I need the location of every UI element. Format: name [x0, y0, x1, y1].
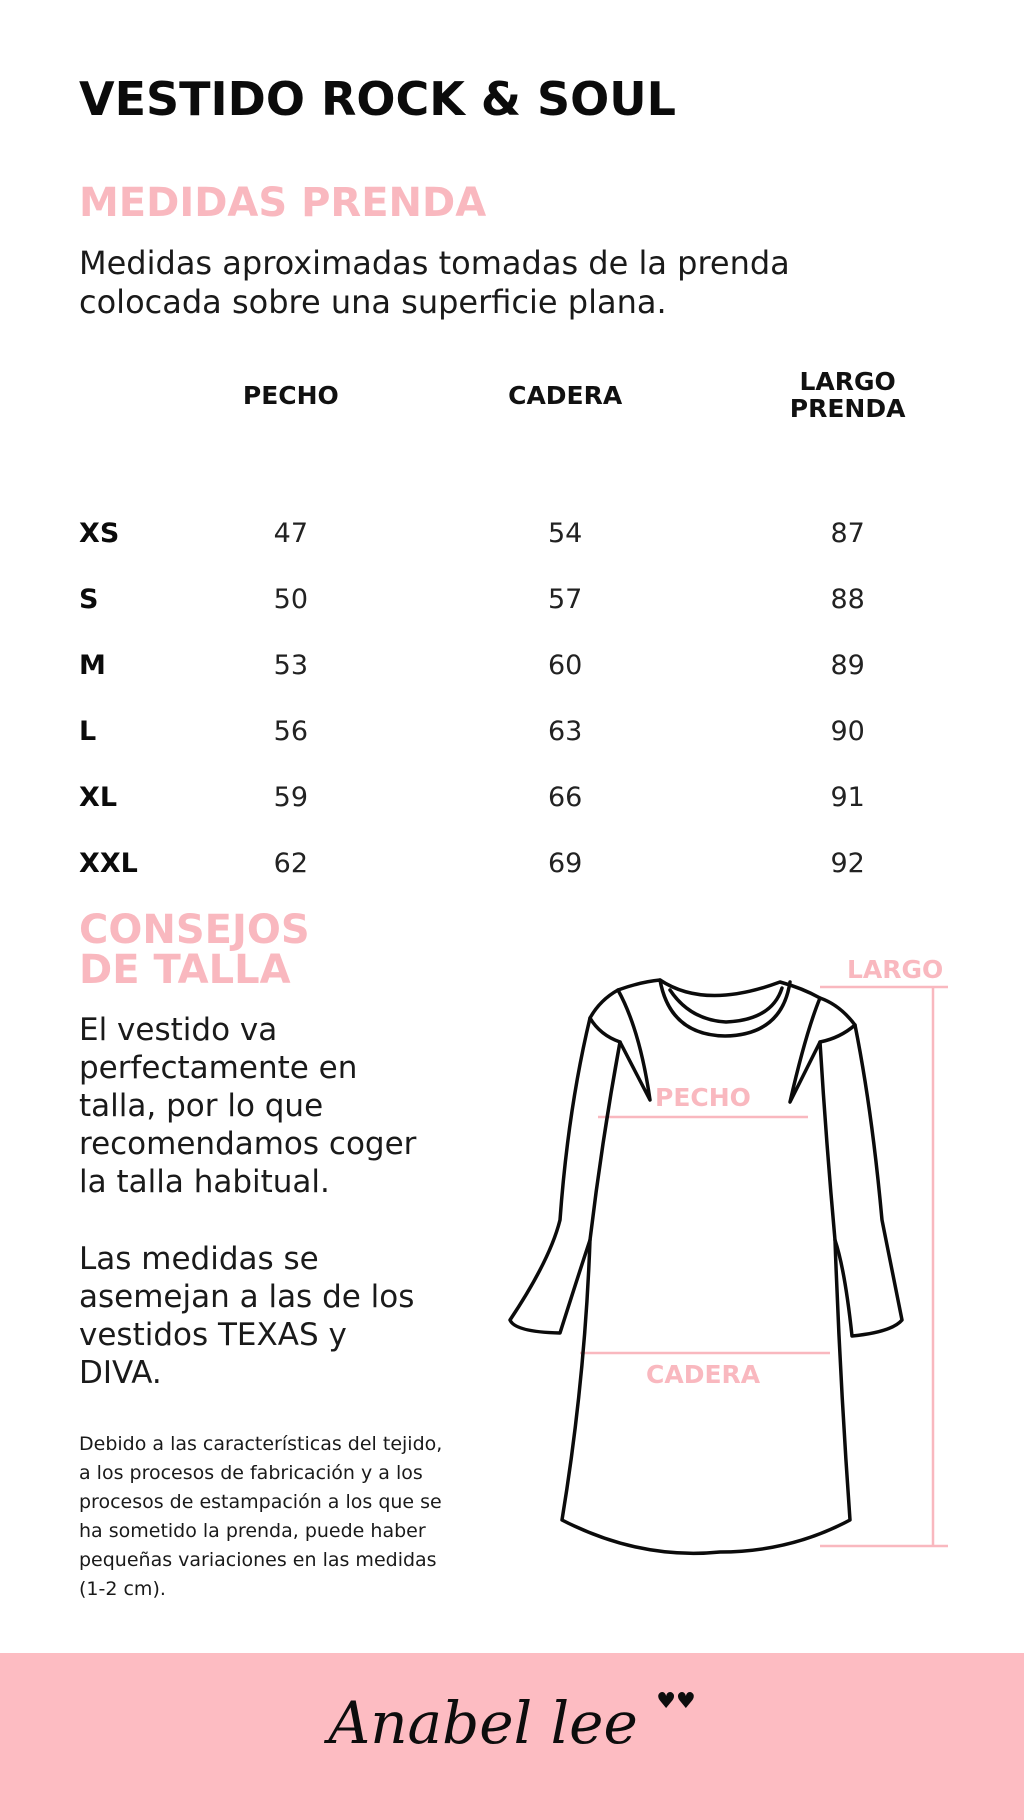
table-row: [79, 500, 959, 566]
size-table: [79, 360, 959, 896]
hip-cell: 60: [547, 649, 583, 681]
right-sleeve: [835, 1025, 902, 1336]
hip-cell: 69: [547, 847, 583, 879]
header-length-line-2: PRENDA: [789, 394, 906, 423]
intro-line-2: colocada sobre una superficie plana.: [79, 283, 667, 321]
hip-cell: 57: [547, 583, 583, 615]
hip-cell: 54: [547, 517, 583, 549]
hearts-icon: ♥♥: [656, 1689, 696, 1714]
size-cell: XS: [79, 517, 120, 549]
table-row: [79, 764, 959, 830]
length-cell: 87: [830, 517, 865, 549]
size-cell: XXL: [79, 847, 138, 879]
intro-line-1: Medidas aproximadas tomadas de la prenda: [79, 244, 790, 282]
advice-paragraph-2: Las medidas se asemejan a las de los vestidos TEXAS y DIVA.: [79, 1241, 415, 1391]
label-hip: CADERA: [646, 1360, 761, 1389]
dress-illustration: [490, 940, 960, 1560]
chest-cell: 59: [273, 781, 309, 813]
length-cell: 90: [830, 715, 865, 747]
advice-heading: [79, 907, 310, 993]
length-cell: 91: [830, 781, 865, 813]
length-cell: 92: [830, 847, 865, 879]
size-cell: S: [79, 583, 99, 615]
header-hip: CADERA: [508, 380, 623, 410]
advice-paragraph-1: El vestido va perfectamente en talla, por lo que recomendamos coger la talla habitual.: [79, 1012, 417, 1200]
brand-logo-text: Anabel lee: [328, 1689, 638, 1757]
table-row: [79, 632, 959, 698]
brand-logo: [0, 1689, 1024, 1757]
advice-heading-line-1: CONSEJOS: [79, 907, 310, 953]
disclaimer-text: Debido a las características del tejido, a los procesos de fabricación y a los procesos de estampación a los que se ha sometido la prenda, puede haber pequeñas variaciones en las medidas (1-2 cm).: [79, 1433, 443, 1600]
label-chest: PECHO: [655, 1083, 751, 1112]
label-length: LARGO: [847, 955, 944, 984]
hip-cell: 63: [547, 715, 583, 747]
chest-cell: 56: [273, 715, 309, 747]
size-cell: XL: [79, 781, 118, 813]
dress-outline: [510, 980, 902, 1553]
header-length: [736, 360, 959, 430]
length-cell: 88: [830, 583, 865, 615]
chest-cell: 53: [273, 649, 309, 681]
size-cell: M: [79, 649, 106, 681]
dress-body: [562, 1042, 850, 1553]
page-title: VESTIDO ROCK & SOUL: [79, 72, 676, 126]
advice-heading-line-2: DE TALLA: [79, 947, 291, 993]
table-header-row: [79, 360, 959, 430]
chest-cell: 50: [273, 583, 309, 615]
length-cell: 89: [830, 649, 865, 681]
chest-cell: 62: [273, 847, 309, 879]
table-row: [79, 830, 959, 896]
chest-cell: 47: [273, 517, 309, 549]
header-size: [79, 360, 188, 430]
header-chest: PECHO: [242, 380, 339, 410]
measurements-heading: MEDIDAS PRENDA: [79, 180, 487, 226]
measurements-intro: [79, 244, 790, 322]
left-sleeve: [510, 1018, 590, 1333]
header-length-line-1: LARGO: [799, 367, 896, 396]
hip-cell: 66: [547, 781, 583, 813]
size-cell: L: [79, 715, 97, 747]
table-row: [79, 698, 959, 764]
table-row: [79, 566, 959, 632]
dress-diagram: [490, 940, 960, 1564]
footer-band: [0, 1653, 1024, 1820]
